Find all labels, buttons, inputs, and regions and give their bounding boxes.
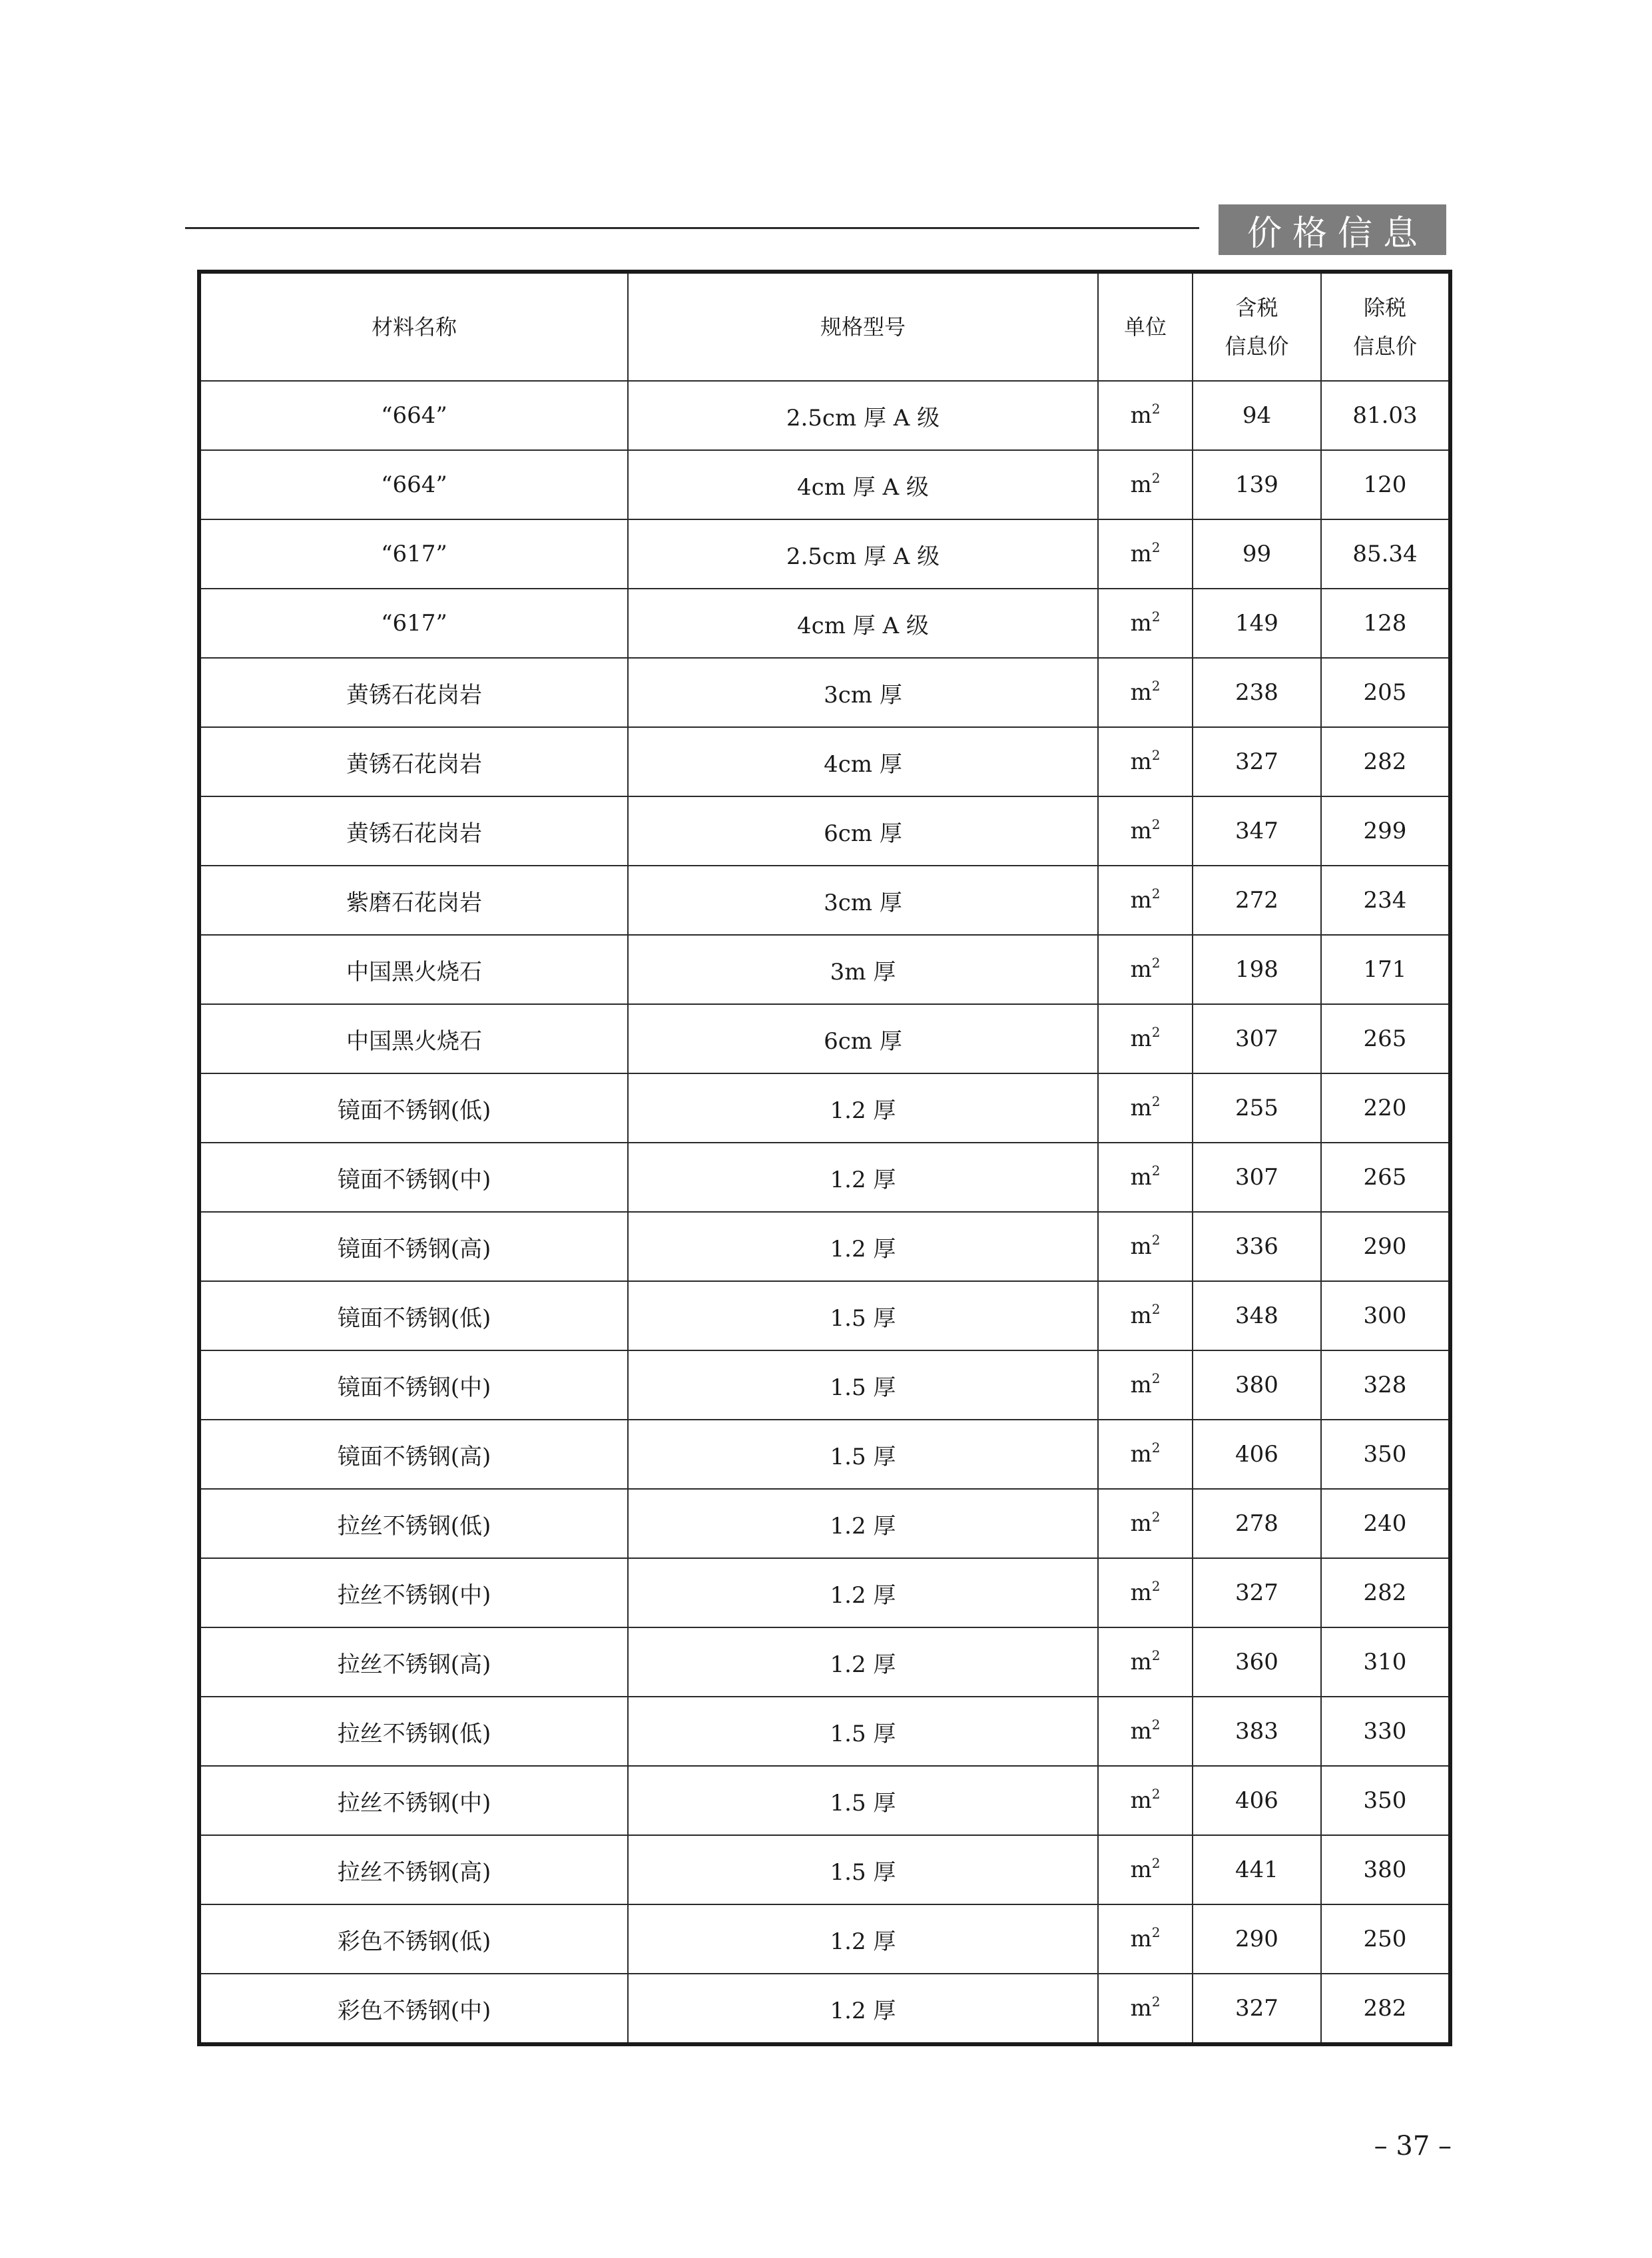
unit-base: m [1130,1025,1152,1052]
spec-cell: 1.2 厚 [628,1904,1098,1974]
unit-base: m [1130,1856,1152,1883]
tax-inclusive-price-cell: 360 [1193,1627,1321,1697]
unit-cell [1098,1627,1193,1697]
unit-base: m [1130,956,1152,983]
tax-exclusive-price-cell: 380 [1321,1835,1450,1904]
unit-exponent: 2 [1151,1647,1161,1663]
unit-cell [1098,1766,1193,1835]
table-row [199,589,1450,658]
section-title: 价格信息 [1246,213,1428,254]
material-name-cell: “617” [199,519,628,589]
material-name-cell: “617” [199,589,628,658]
tax-exclusive-price-cell: 220 [1321,1073,1450,1143]
tax-exclusive-price-cell: 120 [1321,450,1450,519]
tax-inclusive-price-cell: 290 [1193,1904,1321,1974]
tax-inclusive-price-cell: 380 [1193,1350,1321,1420]
material-name-cell: 黄锈石花岗岩 [199,658,628,727]
material-name-cell: 紫磨石花岗岩 [199,866,628,935]
unit-exponent: 2 [1151,1509,1161,1525]
tax-inclusive-price-cell: 272 [1193,866,1321,935]
tax-inclusive-price-cell: 336 [1193,1212,1321,1281]
spec-cell: 1.2 厚 [628,1974,1098,2044]
tax-exclusive-price-cell: 328 [1321,1350,1450,1420]
tax-inclusive-price-cell: 149 [1193,589,1321,658]
unit-cell [1098,866,1193,935]
material-name-cell: 中国黑火烧石 [199,1004,628,1073]
spec-cell: 1.5 厚 [628,1835,1098,1904]
tax-inclusive-price-cell: 327 [1193,1558,1321,1627]
tax-exclusive-price-cell: 282 [1321,1558,1450,1627]
unit-cell [1098,1835,1193,1904]
unit-exponent: 2 [1151,1578,1161,1594]
table-row [199,1143,1450,1212]
tax-inclusive-price-cell: 238 [1193,658,1321,727]
column-header-tax-exclusive-price: 除税 信息价 [1321,272,1450,381]
tax-exclusive-price-cell: 330 [1321,1697,1450,1766]
unit-base: m [1130,1718,1152,1745]
unit-exponent: 2 [1151,955,1161,971]
table-row [199,1904,1450,1974]
material-name-cell: 中国黑火烧石 [199,935,628,1004]
material-name-cell: 拉丝不锈钢(中) [199,1558,628,1627]
unit-cell [1098,1004,1193,1073]
tax-inclusive-price-cell: 327 [1193,1974,1321,2044]
material-name-cell: 镜面不锈钢(低) [199,1073,628,1143]
tax-inclusive-price-cell: 94 [1193,381,1321,450]
table-row [199,866,1450,935]
unit-base: m [1130,1164,1152,1191]
section-title-tab [1219,204,1446,255]
tax-inclusive-price-cell: 255 [1193,1073,1321,1143]
spec-cell: 1.2 厚 [628,1627,1098,1697]
material-name-cell: 黄锈石花岗岩 [199,727,628,796]
unit-base: m [1130,1649,1152,1675]
unit-exponent: 2 [1151,886,1161,902]
table-row [199,381,1450,450]
price-table-container [197,270,1448,2046]
unit-base: m [1130,1372,1152,1398]
unit-cell [1098,1143,1193,1212]
tax-exclusive-price-cell: 282 [1321,1974,1450,2044]
tax-exclusive-price-cell: 300 [1321,1281,1450,1350]
unit-exponent: 2 [1151,1301,1161,1317]
unit-exponent: 2 [1151,1163,1161,1179]
unit-base: m [1130,1926,1152,1952]
unit-base: m [1130,1787,1152,1814]
tax-inclusive-price-cell: 348 [1193,1281,1321,1350]
spec-cell: 4cm 厚 A 级 [628,450,1098,519]
table-row [199,658,1450,727]
table-row [199,727,1450,796]
spec-cell: 1.2 厚 [628,1212,1098,1281]
unit-cell [1098,1489,1193,1558]
table-row [199,935,1450,1004]
tax-exclusive-price-cell: 350 [1321,1766,1450,1835]
spec-cell: 6cm 厚 [628,796,1098,866]
unit-exponent: 2 [1151,678,1161,694]
spec-cell: 3m 厚 [628,935,1098,1004]
table-row [199,1420,1450,1489]
spec-cell: 1.5 厚 [628,1420,1098,1489]
unit-base: m [1130,1995,1152,2022]
table-row [199,1766,1450,1835]
unit-cell [1098,1350,1193,1420]
unit-cell [1098,450,1193,519]
table-row [199,1281,1450,1350]
column-header-tax-inclusive-price: 含税 信息价 [1193,272,1321,381]
tax-exclusive-price-cell: 240 [1321,1489,1450,1558]
material-name-cell: 镜面不锈钢(低) [199,1281,628,1350]
material-name-cell: 彩色不锈钢(中) [199,1974,628,2044]
unit-base: m [1130,610,1152,637]
material-name-cell: 彩色不锈钢(低) [199,1904,628,1974]
tax-inclusive-price-cell: 383 [1193,1697,1321,1766]
unit-cell [1098,1904,1193,1974]
column-header-unit: 单位 [1098,272,1193,381]
unit-base: m [1130,471,1152,498]
spec-cell: 1.5 厚 [628,1766,1098,1835]
unit-cell [1098,1212,1193,1281]
table-row [199,1350,1450,1420]
tax-exclusive-price-cell: 250 [1321,1904,1450,1974]
spec-cell: 3cm 厚 [628,658,1098,727]
tax-inclusive-price-cell: 307 [1193,1143,1321,1212]
unit-cell [1098,519,1193,589]
unit-exponent: 2 [1151,1440,1161,1456]
unit-cell [1098,658,1193,727]
tax-inclusive-price-cell: 441 [1193,1835,1321,1904]
material-name-cell: 拉丝不锈钢(低) [199,1489,628,1558]
spec-cell: 2.5cm 厚 A 级 [628,381,1098,450]
unit-exponent: 2 [1151,1370,1161,1386]
unit-cell [1098,1281,1193,1350]
tax-inclusive-price-cell: 198 [1193,935,1321,1004]
column-header-spec: 规格型号 [628,272,1098,381]
price-table [197,270,1452,2046]
unit-cell [1098,727,1193,796]
unit-base: m [1130,1233,1152,1260]
table-row [199,450,1450,519]
tax-inclusive-price-cell: 139 [1193,450,1321,519]
unit-exponent: 2 [1151,1924,1161,1940]
spec-cell: 1.5 厚 [628,1281,1098,1350]
material-name-cell: 拉丝不锈钢(高) [199,1627,628,1697]
tax-exclusive-price-cell: 205 [1321,658,1450,727]
unit-base: m [1130,818,1152,844]
tax-exclusive-price-cell: 234 [1321,866,1450,935]
tax-exclusive-price-cell: 265 [1321,1004,1450,1073]
spec-cell: 1.5 厚 [628,1350,1098,1420]
unit-exponent: 2 [1151,1232,1161,1248]
tax-inclusive-price-cell: 327 [1193,727,1321,796]
tax-exclusive-price-cell: 350 [1321,1420,1450,1489]
column-header-name: 材料名称 [199,272,628,381]
table-row [199,1212,1450,1281]
unit-cell [1098,1974,1193,2044]
unit-base: m [1130,1302,1152,1329]
unit-exponent: 2 [1151,747,1161,763]
spec-cell: 1.2 厚 [628,1073,1098,1143]
unit-cell [1098,589,1193,658]
table-row [199,1835,1450,1904]
header-rule [185,227,1199,229]
table-row [199,1974,1450,2044]
spec-cell: 1.2 厚 [628,1143,1098,1212]
spec-cell: 6cm 厚 [628,1004,1098,1073]
unit-exponent: 2 [1151,1717,1161,1733]
material-name-cell: 镜面不锈钢(中) [199,1143,628,1212]
spec-cell: 2.5cm 厚 A 级 [628,519,1098,589]
spec-cell: 3cm 厚 [628,866,1098,935]
material-name-cell: “664” [199,450,628,519]
unit-cell [1098,935,1193,1004]
tax-inclusive-price-cell: 406 [1193,1420,1321,1489]
table-row [199,1073,1450,1143]
unit-cell [1098,796,1193,866]
table-row [199,1489,1450,1558]
spec-cell: 1.2 厚 [628,1489,1098,1558]
table-row [199,1004,1450,1073]
table-row [199,519,1450,589]
material-name-cell: 镜面不锈钢(中) [199,1350,628,1420]
unit-base: m [1130,1095,1152,1121]
table-row [199,796,1450,866]
table-body [199,381,1450,2044]
tax-exclusive-price-cell: 265 [1321,1143,1450,1212]
tax-exclusive-price-cell: 128 [1321,589,1450,658]
tax-inclusive-price-cell: 347 [1193,796,1321,866]
unit-cell [1098,1697,1193,1766]
unit-base: m [1130,402,1152,429]
tax-exclusive-price-cell: 299 [1321,796,1450,866]
unit-exponent: 2 [1151,1093,1161,1109]
unit-cell [1098,1558,1193,1627]
unit-exponent: 2 [1151,470,1161,486]
spec-cell: 4cm 厚 A 级 [628,589,1098,658]
material-name-cell: 拉丝不锈钢(中) [199,1766,628,1835]
unit-exponent: 2 [1151,609,1161,625]
unit-base: m [1130,679,1152,706]
unit-exponent: 2 [1151,1786,1161,1802]
spec-cell: 1.2 厚 [628,1558,1098,1627]
table-header-row [199,272,1450,381]
tax-inclusive-price-cell: 99 [1193,519,1321,589]
unit-base: m [1130,1441,1152,1468]
unit-base: m [1130,887,1152,914]
table-row [199,1697,1450,1766]
tax-inclusive-price-cell: 307 [1193,1004,1321,1073]
tax-exclusive-price-cell: 310 [1321,1627,1450,1697]
unit-exponent: 2 [1151,401,1161,417]
tax-exclusive-price-cell: 85.34 [1321,519,1450,589]
unit-cell [1098,1073,1193,1143]
table-row [199,1558,1450,1627]
unit-exponent: 2 [1151,1024,1161,1040]
unit-base: m [1130,748,1152,775]
unit-cell [1098,381,1193,450]
material-name-cell: 拉丝不锈钢(高) [199,1835,628,1904]
tax-exclusive-price-cell: 171 [1321,935,1450,1004]
material-name-cell: “664” [199,381,628,450]
tax-exclusive-price-cell: 81.03 [1321,381,1450,450]
spec-cell: 1.5 厚 [628,1697,1098,1766]
unit-cell [1098,1420,1193,1489]
tax-exclusive-price-cell: 282 [1321,727,1450,796]
unit-base: m [1130,541,1152,567]
unit-exponent: 2 [1151,816,1161,832]
unit-base: m [1130,1510,1152,1537]
material-name-cell: 镜面不锈钢(高) [199,1420,628,1489]
unit-exponent: 2 [1151,1994,1161,2010]
tax-inclusive-price-cell: 406 [1193,1766,1321,1835]
table-row [199,1627,1450,1697]
material-name-cell: 镜面不锈钢(高) [199,1212,628,1281]
unit-exponent: 2 [1151,539,1161,555]
unit-base: m [1130,1579,1152,1606]
tax-inclusive-price-cell: 278 [1193,1489,1321,1558]
material-name-cell: 拉丝不锈钢(低) [199,1697,628,1766]
material-name-cell: 黄锈石花岗岩 [199,796,628,866]
spec-cell: 4cm 厚 [628,727,1098,796]
tax-exclusive-price-cell: 290 [1321,1212,1450,1281]
page-number: – 37 – [1374,2131,1452,2161]
unit-exponent: 2 [1151,1855,1161,1871]
